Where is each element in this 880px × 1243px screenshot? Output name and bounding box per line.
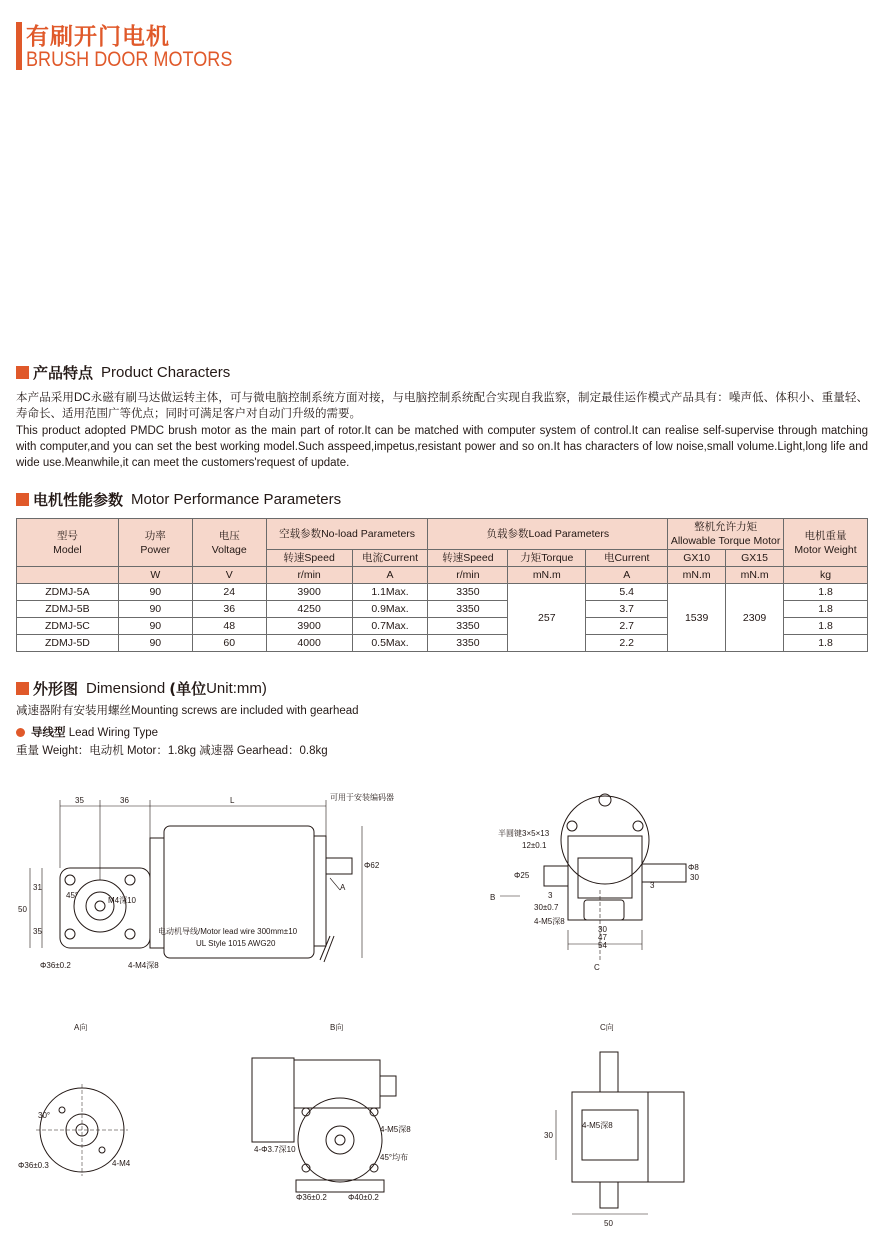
product-heading-cn: 产品特点 [33,364,94,382]
view-b-label: B向 [330,1023,344,1032]
table-row: ZDMJ-5C 90 48 3900 0.7Max. 3350 2.7 1.8 [17,618,868,635]
dim-36: 36 [120,796,129,805]
header-voltage: 电压 Voltage [192,519,266,567]
dim-c-50: 50 [604,1219,613,1228]
product-heading-en: Product Characters [101,364,231,381]
product-text-cn: 本产品采用DC永磁有刷马达做运转主体，可与微电脑控制系统方面对接，与电脑控制系统配合实现自我监察，制定最佳运作模式产品具有：噪声低、体积小、重量轻、寿命长、适用范围广等优点；同时可满足客户对自动门升级的需要。 [16,392,868,420]
page-title-cn: 有刷开门电机 [26,24,170,50]
dim-m48: 4-M4深8 [128,961,159,970]
unit-cell: V [192,567,266,584]
dim-30-07: 30±0.7 [534,903,559,912]
unit-cell: kg [784,567,868,584]
view-arrow-B: B [490,893,496,902]
dim-30-right: 30 [690,873,699,882]
dim-30-bottom: 30 [598,925,607,934]
unit-cell: A [586,567,668,584]
dim-b-4m5: 4-M5深8 [380,1125,411,1134]
header-power: 功率 Power [118,519,192,567]
dim-m4: M4深10 [108,896,137,905]
dim-b-phi36: Φ36±0.2 [296,1193,327,1202]
dim-45: 45° [66,891,79,900]
main-side-view [30,800,362,962]
table-row: ZDMJ-5A 90 24 3900 1.1Max. 3350 257 5.4 1539 2309 1.8 [17,584,868,601]
ul-style-note: UL Style 1015 AWG20 [196,939,276,948]
dim-b-45: 45°均布 [380,1153,409,1162]
sub-header: GX15 [726,550,784,567]
dim-31: 31 [33,883,42,892]
dim-phi25: Φ25 [514,871,530,880]
unit-cell: mN.m [508,567,586,584]
unit-cell: r/min [428,567,508,584]
dim-3b: 3 [650,881,655,890]
dimension-heading-unit-en: Unit:mm) [206,680,267,697]
dim-phi62: Φ62 [364,861,380,870]
dim-L: L [230,796,235,805]
encoder-note: 可用于安装编码器 [330,793,394,802]
unit-cell: r/min [266,567,352,584]
dim-47: 47 [598,933,607,942]
dimension-heading-cn: 外形图 [33,680,79,698]
mounting-note: 减速器附有安装用螺丝Mounting screws are included with gearhead [16,705,359,717]
wiring-type: 导线型 Lead Wiring Type [16,724,158,740]
dim-phi8: Φ8 [688,863,699,872]
performance-heading-cn: 电机性能参数 [33,491,124,509]
load-torque-cell: 257 [508,584,586,652]
header-weight: 电机重量 Motor Weight [784,519,868,567]
dimension-heading-en: Dimensiond [86,680,166,697]
sub-header: 转速Speed [266,550,352,567]
gx10-cell: 1539 [668,584,726,652]
dim-35b: 35 [33,927,42,936]
sub-header: GX10 [668,550,726,567]
dim-3a: 3 [548,891,553,900]
dim-phi36: Φ36±0.2 [40,961,71,970]
dim-50: 50 [18,905,27,914]
header-torque: 整机允许力矩 Allowable Torque Motor [668,519,784,550]
view-c-drawing [556,1052,684,1214]
unit-cell: W [118,567,192,584]
sub-header: 力矩Torque [508,550,586,567]
gx15-cell: 2309 [726,584,784,652]
dim-a-4m4: 4-M4 [112,1159,131,1168]
unit-cell: mN.m [726,567,784,584]
table-row: ZDMJ-5B 90 36 4250 0.9Max. 3350 3.7 1.8 [17,601,868,618]
weight-line: 重量 Weight：电动机 Motor：1.8kg 减速器 Gearhead：0.8kg [16,745,328,757]
sub-header: 转速Speed [428,550,508,567]
dimension-heading-unit-cn: (单位 [169,680,207,698]
dim-m5: 4-M5深8 [534,917,565,926]
dim-c-4m5: 4-M5深8 [582,1121,613,1130]
header-load: 负载参数Load Parameters [428,519,668,550]
dim-b-phi40: Φ40±0.2 [348,1193,379,1202]
dim-a-30: 30° [38,1111,51,1120]
view-b-drawing [252,1058,396,1192]
view-arrow-A: A [340,883,346,892]
sub-header: 电Current [586,550,668,567]
view-arrow-C: C [594,963,600,972]
view-c-label: C向 [600,1023,614,1032]
unit-cell: mN.m [668,567,726,584]
table-row: ZDMJ-5D 90 60 4000 0.5Max. 3350 2.2 1.8 [17,635,868,652]
header-noload: 空载参数No-load Parameters [266,519,428,550]
dim-35a: 35 [75,796,84,805]
dim-c-30: 30 [544,1131,553,1140]
page-title-en: BRUSH DOOR MOTORS [26,48,233,71]
dim-54: 54 [598,941,607,950]
header-model: 型号 Model [17,519,119,567]
dim-b-37: 4-Φ3.7深10 [254,1145,296,1154]
dim-a-phi36: Φ36±0.3 [18,1161,49,1170]
sub-header: 电流Current [352,550,428,567]
performance-heading-en: Motor Performance Parameters [131,491,342,508]
half-key-note: 半圆键3×5×13 [498,829,550,838]
view-a-label: A向 [74,1023,88,1032]
product-text-en: This product adopted PMDC brush motor as the main part of rotor.It can be matched with computer system of control.It can realise self-supervise through matching with computer,and you can set the best working model.Such asspeed,impetus,resistant power and so on.It has characters of low noise,small volume.Light,long life and wide use.Meanwhile,it can meet the customers'request of update. [16,425,868,469]
lead-wire-note: 电动机导线/Motor lead wire 300mm±10 [158,927,298,936]
unit-cell: A [352,567,428,584]
dim-12: 12±0.1 [522,841,547,850]
